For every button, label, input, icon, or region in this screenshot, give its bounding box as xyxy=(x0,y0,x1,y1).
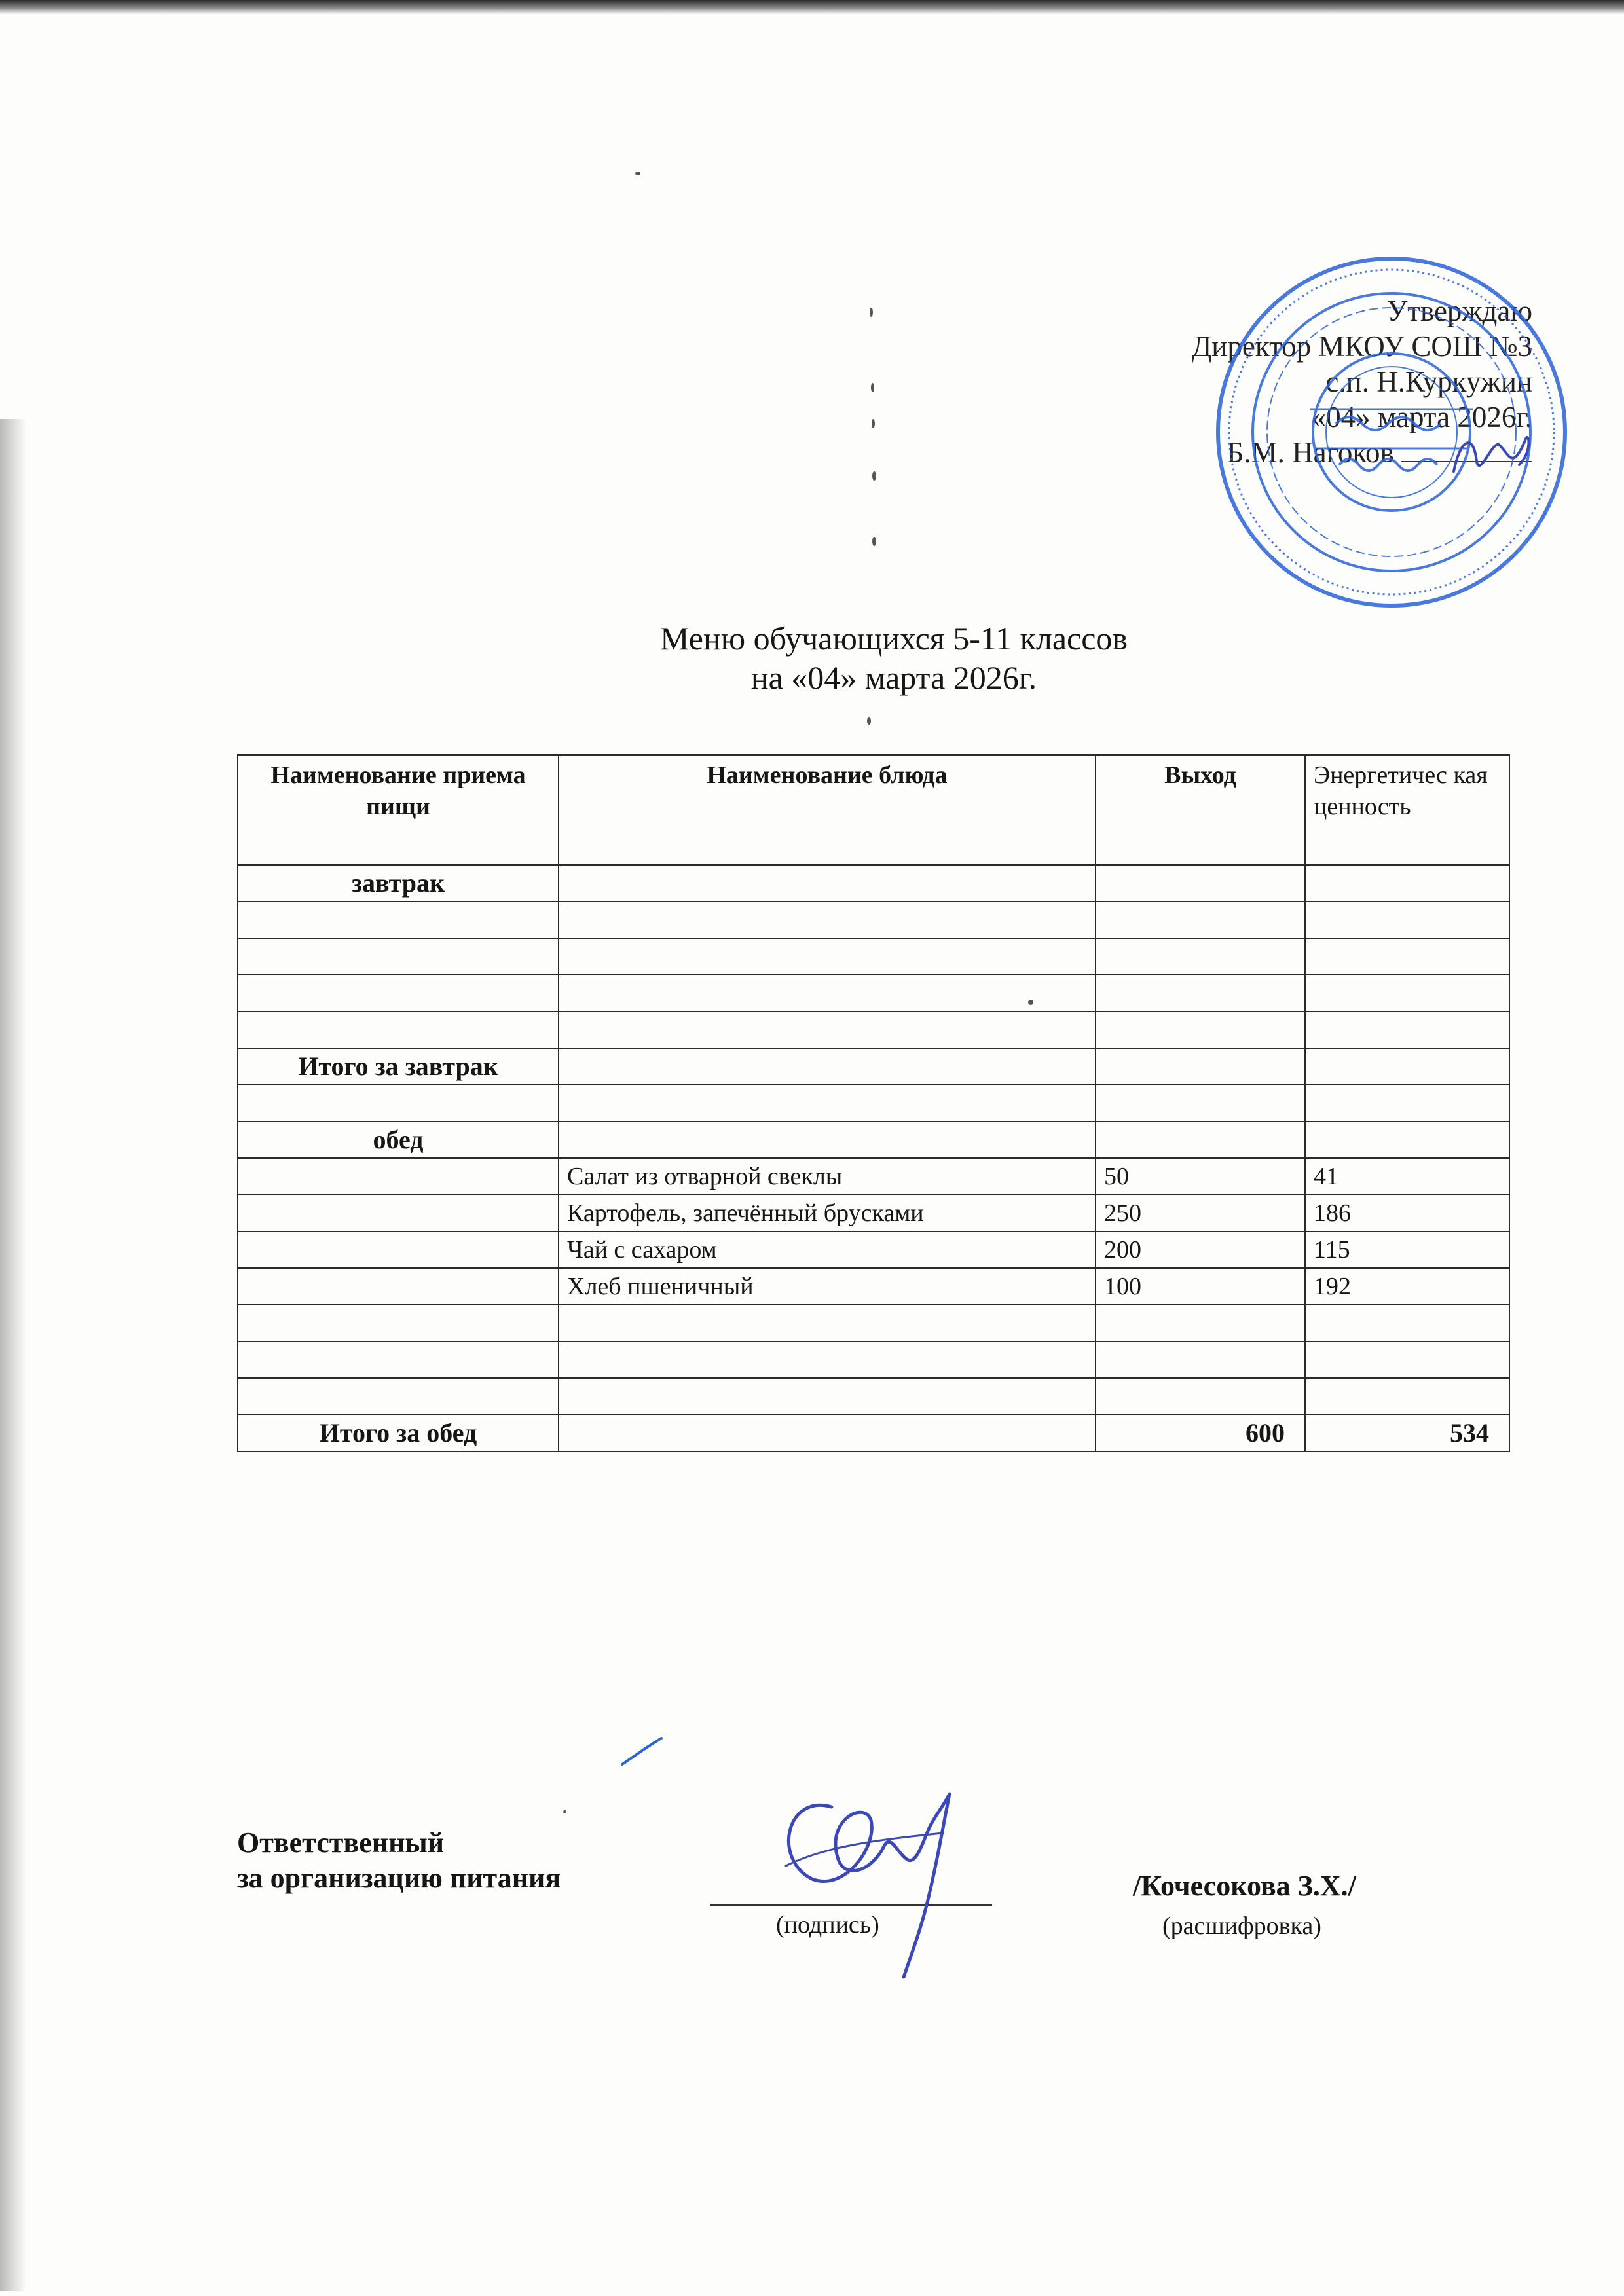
header-meal: Наименование приема пищи xyxy=(238,755,559,865)
dish-yield: 250 xyxy=(1096,1195,1305,1231)
menu-title-line2: на «04» марта 2026г. xyxy=(750,659,1037,696)
scan-edge-left xyxy=(0,419,26,2291)
breakfast-label: завтрак xyxy=(238,865,559,902)
dish-energy: 115 xyxy=(1305,1231,1509,1268)
lunch-total-label: Итого за обед xyxy=(238,1415,559,1451)
dish-energy: 41 xyxy=(1305,1158,1509,1195)
menu-title xyxy=(524,619,1264,697)
dish-yield: 50 xyxy=(1096,1158,1305,1195)
table-row xyxy=(238,902,1509,938)
menu-title-line1: Меню обучающихся 5-11 классов xyxy=(659,620,1128,657)
responsible-signature xyxy=(747,1768,982,1984)
lunch-total-yield: 600 xyxy=(1096,1415,1305,1451)
approval-signer-name: Б.М. Нагоков xyxy=(1227,436,1394,469)
dish-name: Чай с сахаром xyxy=(559,1231,1096,1268)
scan-speck xyxy=(872,471,876,481)
table-row xyxy=(238,938,1509,975)
dish-yield: 100 xyxy=(1096,1268,1305,1305)
table-row xyxy=(238,865,1509,902)
responsible-line1: Ответственный xyxy=(237,1827,445,1859)
table-row xyxy=(238,1268,1509,1305)
scan-speck xyxy=(872,537,876,546)
dish-energy: 186 xyxy=(1305,1195,1509,1231)
director-signature xyxy=(1447,426,1539,484)
header-yield: Выход xyxy=(1096,755,1305,865)
lunch-total-energy: 534 xyxy=(1305,1415,1509,1451)
signature-caption: (подпись) xyxy=(776,1911,879,1939)
table-row xyxy=(238,1195,1509,1231)
lunch-label: обед xyxy=(238,1121,559,1158)
table-row xyxy=(238,1011,1509,1048)
scan-speck xyxy=(871,383,874,392)
scan-edge-top xyxy=(0,0,1624,14)
table-row xyxy=(238,1158,1509,1195)
table-row xyxy=(238,1121,1509,1158)
table-row xyxy=(238,1415,1509,1451)
table-row xyxy=(238,1048,1509,1085)
table-row xyxy=(238,975,1509,1011)
name-caption: (расшифровка) xyxy=(1162,1912,1321,1940)
responsible-name: /Кочесокова З.Х./ xyxy=(1133,1870,1356,1902)
table-row xyxy=(238,1305,1509,1341)
dish-yield: 200 xyxy=(1096,1231,1305,1268)
dish-name: Хлеб пшеничный xyxy=(559,1268,1096,1305)
dish-energy: 192 xyxy=(1305,1268,1509,1305)
table-row xyxy=(238,1085,1509,1121)
menu-table xyxy=(237,754,1510,1452)
dish-name: Салат из отварной свеклы xyxy=(559,1158,1096,1195)
approval-position: Директор МКОУ СОШ №3 xyxy=(1191,330,1532,363)
table-row xyxy=(238,1378,1509,1415)
scan-speck xyxy=(563,1810,566,1813)
header-dish: Наименование блюда xyxy=(559,755,1096,865)
scan-speck xyxy=(867,717,871,725)
scan-speck xyxy=(872,419,875,428)
table-header-row xyxy=(238,755,1509,865)
approval-date: «04» марта 2026г. xyxy=(1311,401,1532,433)
approval-heading: Утверждаю xyxy=(1386,295,1532,327)
responsible-line2: за организацию питания xyxy=(237,1862,561,1894)
pen-mark xyxy=(619,1735,665,1768)
responsible-block xyxy=(237,1825,561,1894)
approval-settlement: с.п. Н.Куркужин xyxy=(1325,365,1532,398)
breakfast-total-label: Итого за завтрак xyxy=(238,1048,559,1085)
scan-speck xyxy=(870,308,873,317)
table-row xyxy=(238,1231,1509,1268)
dish-name: Картофель, запечённый брусками xyxy=(559,1195,1096,1231)
table-row xyxy=(238,1341,1509,1378)
scan-speck xyxy=(635,172,640,175)
header-energy: Энергетичес кая ценность xyxy=(1305,755,1509,865)
